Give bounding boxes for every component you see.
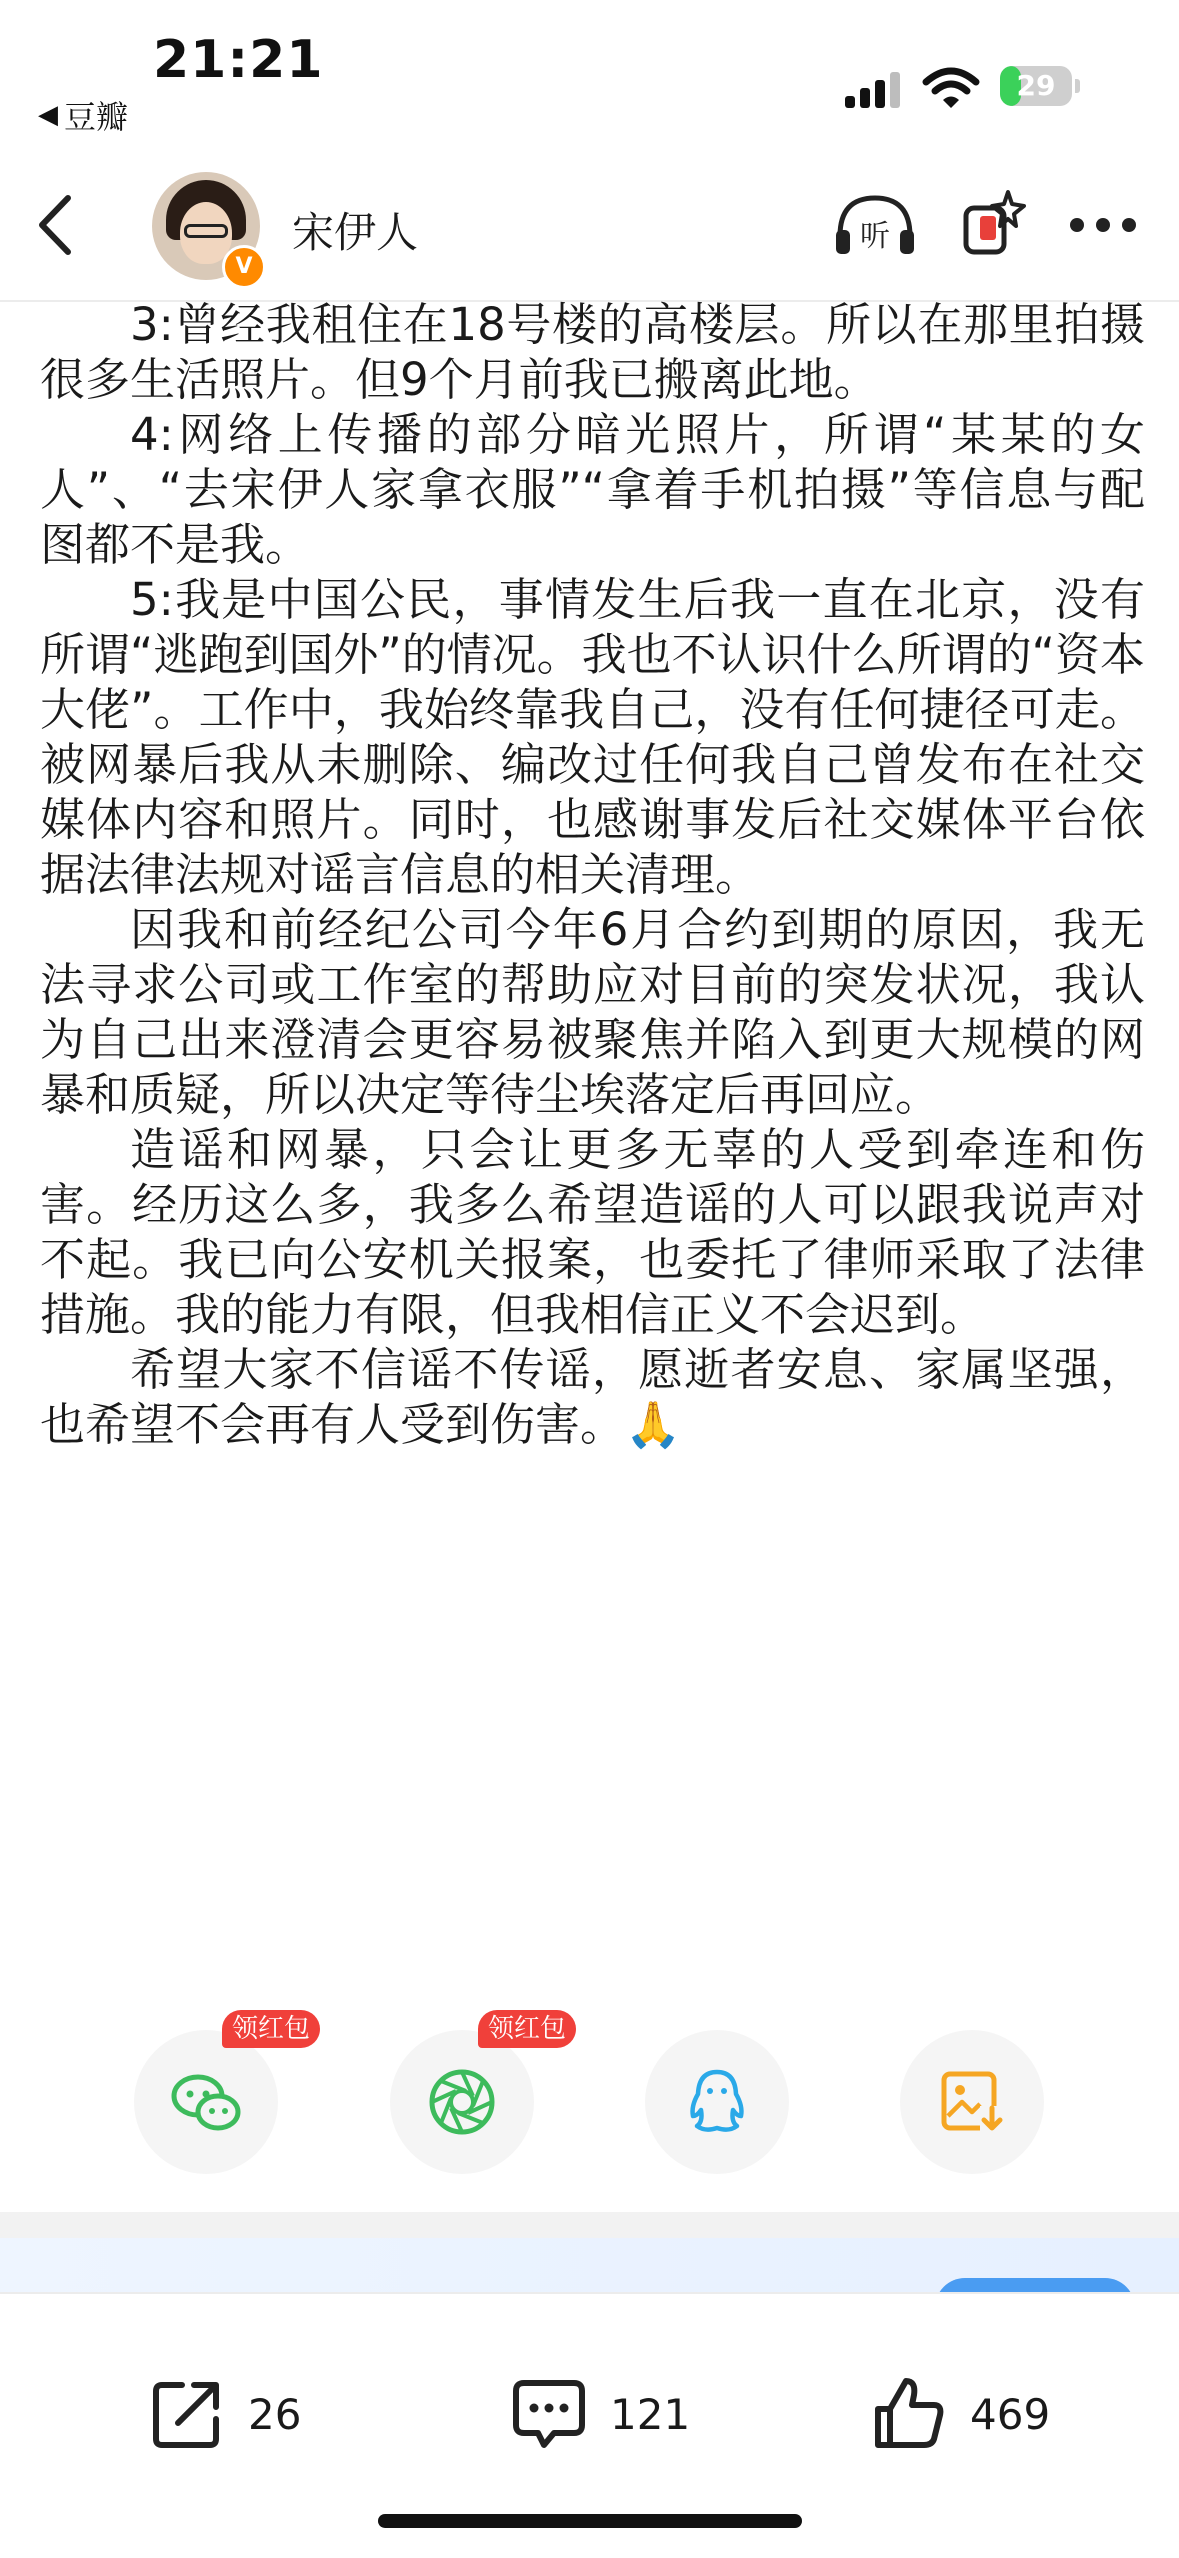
moments-share-button[interactable] — [390, 2014, 567, 2174]
paragraph: 4:网络上传播的部分暗光照片，所谓“某某的女人”、“去宋伊人家拿衣服”“拿着手机拍摄”等信息与配图都不是我。 — [40, 408, 1145, 571]
like-button[interactable] — [870, 2374, 1050, 2454]
section-separator — [0, 2212, 1179, 2238]
save-image-button[interactable] — [900, 2030, 1044, 2174]
paragraph: 希望大家不信谣不传谣，愿逝者安息、家属坚强，也希望不会再有人受到伤害。🙏 — [40, 1343, 1145, 1451]
moments-share-icon — [426, 2066, 498, 2138]
hongbao-badge: 领红包 — [478, 2010, 576, 2048]
listen-glyph: 听 — [860, 219, 890, 254]
paragraph: 5:我是中国公民，事情发生后我一直在北京，没有所谓“逃跑到国外”的情况。我也不认识什么所谓的“资本大佬”。工作中，我始终靠我自己，没有任何捷径可走。被网暴后我从未删除、编改过任何我自己曾发布在社交媒体内容和照片。同时，也感谢事发后社交媒体平台依据法律法规对谣言信息的相关清理。 — [40, 573, 1145, 901]
nav-header — [0, 150, 1179, 302]
wifi-icon — [922, 66, 980, 110]
verified-badge: V — [222, 245, 266, 289]
repost-count: 26 — [248, 2389, 302, 2439]
save-image-icon — [936, 2066, 1008, 2138]
repost-icon — [148, 2375, 226, 2453]
paragraph: 因我和前经纪公司今年6月合约到期的原因，我无法寻求公司或工作室的帮助应对目前的突发状况，我认为自己出来澄清会更容易被聚焦并陷入到更大规模的网暴和质疑，所以决定等待尘埃落定后再回应。 — [40, 903, 1145, 1121]
username[interactable]: 宋伊人 — [292, 208, 419, 257]
post-body — [40, 297, 1145, 1452]
more-dots-icon[interactable] — [1068, 216, 1138, 234]
back-arrow-icon[interactable] — [30, 190, 80, 260]
comment-button[interactable] — [510, 2374, 690, 2454]
qq-share-button[interactable] — [645, 2030, 789, 2174]
comment-count: 121 — [610, 2389, 691, 2439]
like-icon — [870, 2375, 948, 2453]
qq-share-icon — [681, 2066, 753, 2138]
hongbao-badge: 领红包 — [222, 2010, 320, 2048]
back-to-app[interactable] — [38, 92, 128, 138]
battery-icon — [1000, 66, 1080, 108]
back-triangle-icon: ◀ — [38, 100, 58, 130]
share-row — [0, 2014, 1179, 2180]
paragraph: 3:曾经我租住在18号楼的高楼层。所以在那里拍摄很多生活照片。但9个月前我已搬离此地。 — [40, 298, 1145, 406]
signal-icon — [845, 72, 903, 108]
like-count: 469 — [970, 2389, 1051, 2439]
wechat-share-icon — [170, 2066, 242, 2138]
status-time: 21:21 — [153, 30, 324, 90]
headphones-listen-icon[interactable] — [832, 190, 918, 260]
comment-icon — [510, 2375, 588, 2453]
paragraph: 造谣和网暴，只会让更多无辜的人受到牵连和伤害。经历这么多，我多么希望造谣的人可以跟我说声对不起。我已向公安机关报案，也委托了律师采取了法律措施。我的能力有限，但我相信正义不会迟到。 — [40, 1123, 1145, 1341]
wechat-share-button[interactable] — [134, 2014, 311, 2174]
home-indicator[interactable] — [378, 2514, 802, 2528]
back-app-label: 豆瓣 — [64, 98, 129, 136]
repost-button[interactable] — [148, 2374, 301, 2454]
promo-banner-strip[interactable] — [0, 2238, 1179, 2292]
favorite-collect-icon[interactable] — [958, 186, 1028, 262]
status-bar — [0, 0, 1179, 140]
battery-percent: 29 — [1016, 69, 1056, 102]
promo-pill[interactable] — [935, 2278, 1135, 2292]
